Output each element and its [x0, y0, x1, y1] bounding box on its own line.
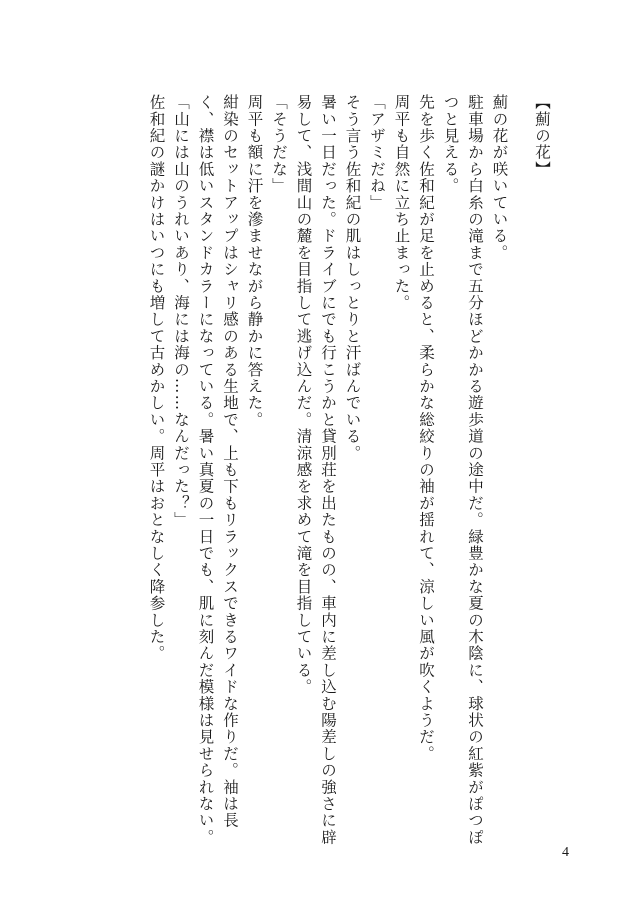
paragraph: 佐和紀の謎かけはいつにも増して古めかしい。周平はおとなしく降参した。	[147, 94, 166, 662]
paragraph: 暑い一日だった。ドライブにでも行こうかと貸別荘を出たものの、車内に差し込む陽差しの強さに辟易して、浅間山の麓を目指して逃げ込んだ。清涼感を求めて滝を目指している。	[294, 94, 337, 846]
vertical-text-block	[144, 94, 554, 854]
paragraph: そう言う佐和紀の肌はしっとりと汗ばんでいる。	[343, 94, 362, 462]
paragraph: 周平も額に汗を滲ませながら静かに答えた。	[245, 94, 264, 428]
paragraph: 周平も自然に立ち止まった。	[392, 94, 411, 312]
dialogue-line: 「山には山のうれいあり、海には海の……なんだった？」	[172, 94, 190, 529]
paragraph: 薊の花が咲いている。	[490, 94, 509, 261]
dialogue-line: 「アザミだね」	[368, 94, 386, 211]
paragraph: 駐車場から白糸の滝まで五分ほどかかる遊歩道の途中だ。緑豊かな夏の木陰に、球状の紅紫がぽつぽつと見える。	[441, 94, 484, 846]
paragraph: 紺染のセットアップはシャリ感のある生地で、上も下もリラックスできるワイドな作りだ。袖は長く、襟は低いスタンドカラーになっている。暑い真夏の一日でも、肌に刻んだ模様は見せられない。	[196, 94, 239, 846]
paragraph: 先を歩く佐和紀が足を止めると、柔らかな総絞りの袖が揺れて、涼しい風が吹くようだ。	[417, 94, 435, 762]
page-number: 4	[562, 845, 569, 860]
dialogue-line: 「そうだな」	[270, 94, 288, 195]
chapter-title: 【薊の花】	[533, 94, 551, 178]
